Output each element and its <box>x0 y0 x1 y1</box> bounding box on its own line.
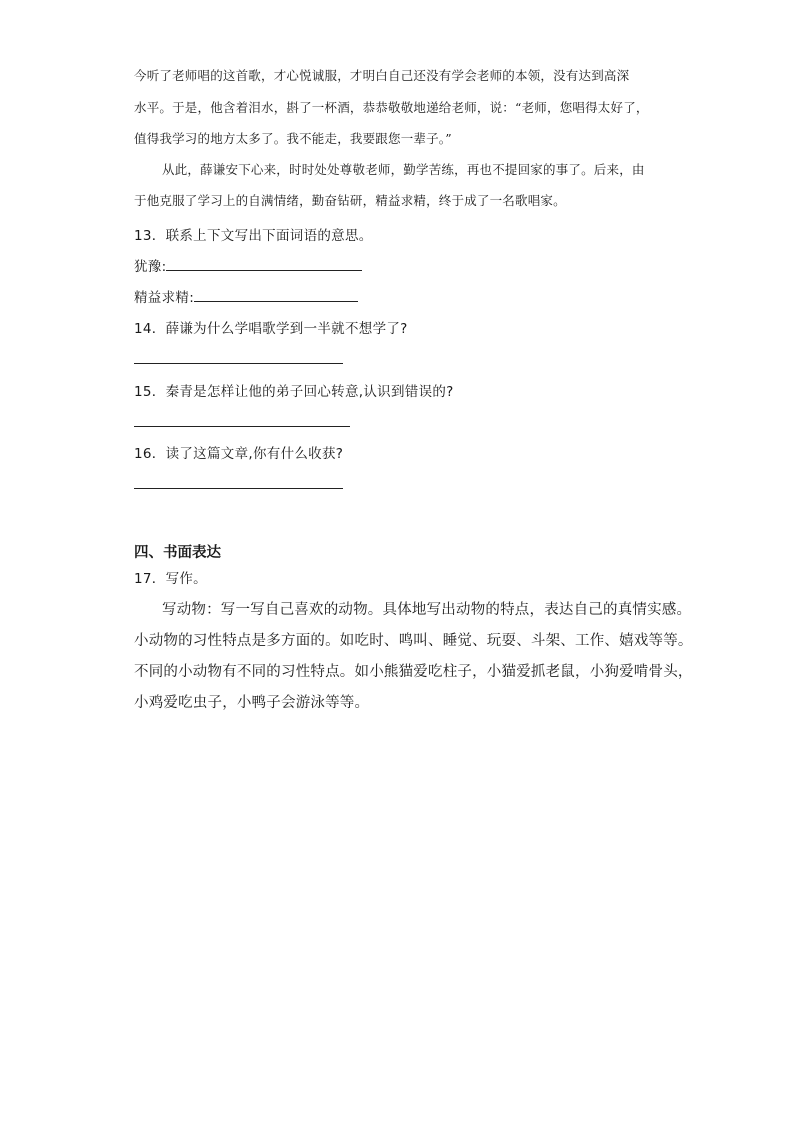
question-13a <box>134 255 362 275</box>
question-17: 17．写作。 <box>134 571 207 587</box>
answer-line-15[interactable] <box>134 426 350 427</box>
answer-line-16[interactable] <box>134 488 343 489</box>
question-14: 14．薛谦为什么学唱歌学到一半就不想学了? <box>134 321 408 337</box>
question-15: 15．秦青是怎样让他的弟子回心转意,认识到错误的? <box>134 384 454 400</box>
essay-prompt-line-2: 小动物的习性特点是多方面的。如吃时、鸣叫、睡觉、玩耍、斗架、工作、嬉戏等等。 <box>134 633 693 649</box>
question-13: 13．联系上下文写出下面词语的意思。 <box>134 228 373 244</box>
passage-line-4: 从此，薛谦安下心来，时时处处尊敬老师，勤学苦练，再也不提回家的事了。后来，由 <box>162 162 645 177</box>
passage-line-1: 今听了老师唱的这首歌，才心悦诚服，才明白自己还没有学会老师的本领，没有达到高深 <box>134 68 630 83</box>
essay-prompt-line-4: 小鸡爱吃虫子，小鸭子会游泳等等。 <box>134 695 370 711</box>
question-13b-label: 精益求精: <box>134 290 195 306</box>
essay-prompt-line-3: 不同的小动物有不同的习性特点。如小熊猫爱吃柱子，小猫爱抓老鼠，小狗爱啃骨头， <box>134 664 693 680</box>
passage-line-3: 值得我学习的地方太多了。我不能走，我要跟您一辈子。” <box>134 131 452 146</box>
section-title: 四、书面表达 <box>134 545 221 561</box>
answer-blank-13b[interactable] <box>194 287 358 302</box>
question-13b <box>134 286 358 306</box>
question-13a-label: 犹豫: <box>134 259 167 275</box>
answer-blank-13a[interactable] <box>166 256 362 271</box>
question-16: 16．读了这篇文章,你有什么收获? <box>134 446 344 462</box>
passage-line-2: 水平。于是，他含着泪水，斟了一杯酒，恭恭敬敬地递给老师，说：“老师，您唱得太好了， <box>134 100 649 115</box>
passage-line-5: 于他克服了学习上的自满情绪，勤奋钻研，精益求精，终于成了一名歌唱家。 <box>134 193 566 208</box>
essay-prompt-line-1: 写动物：写一写自己喜欢的动物。具体地写出动物的特点，表达自己的真情实感。 <box>162 602 692 618</box>
answer-line-14[interactable] <box>134 363 343 364</box>
